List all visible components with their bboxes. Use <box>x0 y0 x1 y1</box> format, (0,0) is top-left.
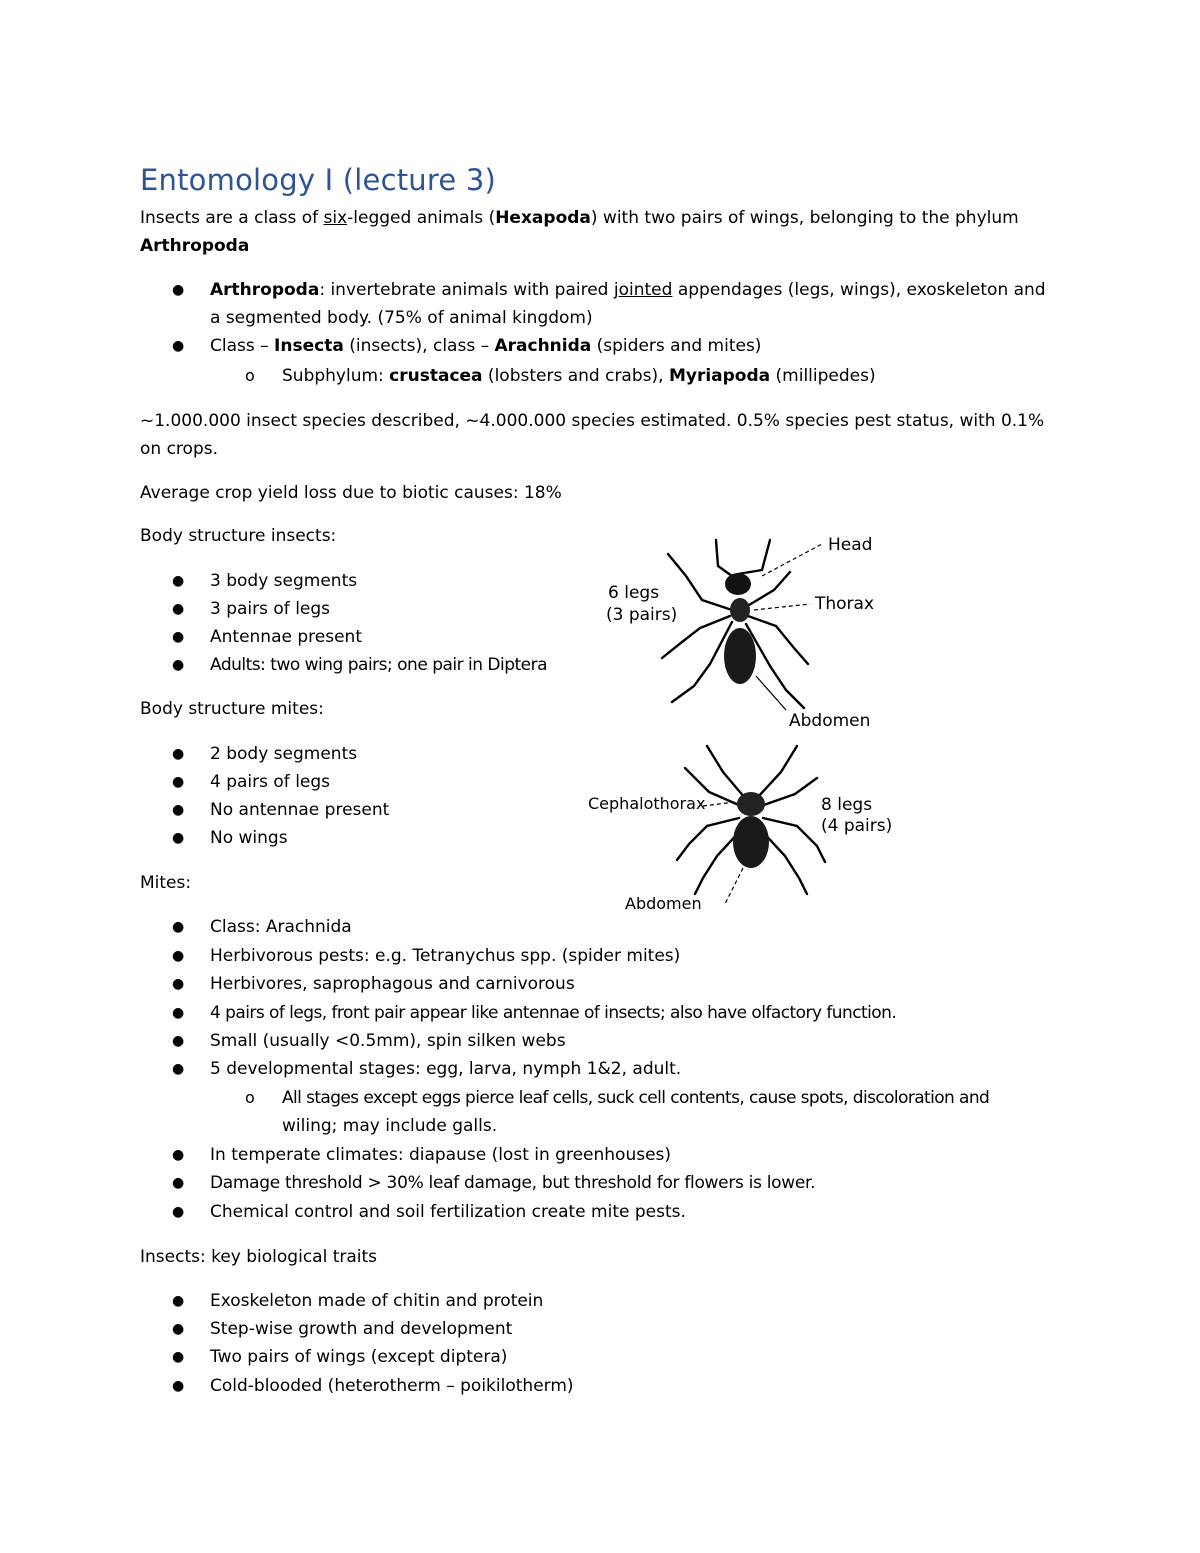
list-item: 5 developmental stages: egg, larva, nymph 1&2, adult. <box>210 1059 682 1079</box>
bullet-symbol: ● <box>172 746 185 762</box>
arthropoda-bullet-line-2: a segmented body. (75% of animal kingdom) <box>210 308 593 328</box>
mites-heading: Body structure mites: <box>140 699 324 719</box>
insect-head-label: Head <box>828 535 873 555</box>
intro-text-1: Insects are a class of <box>140 208 324 228</box>
subphylum-bullet <box>282 362 876 390</box>
list-item: Exoskeleton made of chitin and protein <box>210 1291 544 1311</box>
list-item: Class: Arachnida <box>210 917 352 937</box>
insects-heading: Body structure insects: <box>140 526 337 546</box>
list-item: 3 pairs of legs <box>210 599 331 619</box>
bullet-symbol: ● <box>172 1321 185 1337</box>
bullet-symbol: ● <box>172 573 185 589</box>
species-line-2: on crops. <box>140 439 218 459</box>
bullet-symbol: ● <box>172 629 185 645</box>
class-text-2: (insects), class – <box>343 336 495 356</box>
bullet-symbol: ● <box>172 282 185 298</box>
class-bullet <box>210 332 761 360</box>
insect-pointer-lines <box>754 544 822 710</box>
bullet-symbol: ● <box>172 1147 185 1163</box>
subphylum-text-3: (millipedes) <box>770 366 876 386</box>
traits-heading: Insects: key biological traits <box>140 1247 378 1267</box>
intro-text-3: ) with two pairs of wings, belonging to the phylum <box>590 208 1019 228</box>
mite-cephalothorax-label: Cephalothorax <box>588 794 706 813</box>
mite-abdomen-label: Abdomen <box>625 894 702 913</box>
list-item: 3 body segments <box>210 571 358 591</box>
class-text-3: (spiders and mites) <box>591 336 762 356</box>
list-item: Small (usually <0.5mm), spin silken webs <box>210 1031 566 1051</box>
bullet-symbol: ● <box>172 1033 185 1049</box>
list-item: Step-wise growth and development <box>210 1319 513 1339</box>
insect-legs <box>662 540 808 708</box>
list-item: Adults: two wing pairs; one pair in Diptera <box>210 655 548 675</box>
list-item: Herbivores, saprophagous and carnivorous <box>210 974 575 994</box>
list-item: Two pairs of wings (except diptera) <box>210 1347 508 1367</box>
sub-bullet-symbol: o <box>245 366 255 385</box>
insect-thorax <box>730 598 750 622</box>
species-line-1: ~1.000.000 insect species described, ~4.000.000 species estimated. 0.5% species pest status, with 0.1% <box>140 411 1045 431</box>
intro-line-1 <box>140 204 1019 232</box>
arthropoda-term: Arthropoda <box>210 280 320 300</box>
list-item: Antennae present <box>210 627 362 647</box>
mites-section-heading: Mites: <box>140 873 192 893</box>
intro-text-2: -legged animals ( <box>347 208 496 228</box>
subphylum-text-1: Subphylum: <box>282 366 390 386</box>
subphylum-crustacea: crustacea <box>389 366 483 386</box>
list-item: Damage threshold > 30% leaf damage, but threshold for flowers is lower. <box>210 1173 816 1193</box>
list-item: 4 pairs of legs, front pair appear like antennae of insects; also have olfactory function. <box>210 1003 897 1023</box>
mites-sub-item-line-1: All stages except eggs pierce leaf cells, suck cell contents, cause spots, discoloration and <box>282 1088 990 1108</box>
list-item: Herbivorous pests: e.g. Tetranychus spp. (spider mites) <box>210 946 681 966</box>
insect-legs-label-2: (3 pairs) <box>606 605 678 625</box>
mite-legs-label-2: (4 pairs) <box>821 816 893 836</box>
insect-head <box>725 573 751 595</box>
mite-abdomen <box>733 816 769 868</box>
list-item: 4 pairs of legs <box>210 772 331 792</box>
arthropoda-text-2: appendages (legs, wings), exoskeleton and <box>672 280 1046 300</box>
insect-thorax-label: Thorax <box>815 594 875 614</box>
subphylum-myriapoda: Myriapoda <box>668 366 771 386</box>
class-insecta: Insecta <box>274 336 344 356</box>
mite-legs-label-1: 8 legs <box>821 795 873 815</box>
insect-abdomen <box>724 628 756 684</box>
insect-legs-label-1: 6 legs <box>608 583 660 603</box>
bullet-symbol: ● <box>172 1175 185 1191</box>
bullet-symbol: ● <box>172 774 185 790</box>
class-arachnida: Arachnida <box>494 336 592 356</box>
insect-diagram <box>590 530 890 735</box>
bullet-symbol: ● <box>172 830 185 846</box>
mite-diagram <box>585 738 895 916</box>
bullet-symbol: ● <box>172 1005 185 1021</box>
mites-sub-item-line-2: wiling; may include galls. <box>282 1116 498 1136</box>
bullet-symbol: ● <box>172 1061 185 1077</box>
intro-hexapoda: Hexapoda <box>495 208 591 228</box>
bullet-symbol: ● <box>172 1378 185 1394</box>
subphylum-text-2: (lobsters and crabs), <box>482 366 669 386</box>
bullet-symbol: ● <box>172 976 185 992</box>
page-title: Entomology I (lecture 3) <box>140 163 496 197</box>
bullet-symbol: ● <box>172 601 185 617</box>
sub-bullet-symbol: o <box>245 1088 255 1107</box>
list-item: No wings <box>210 828 288 848</box>
bullet-symbol: ● <box>172 1293 185 1309</box>
intro-six: six <box>323 208 348 228</box>
mite-cephalothorax <box>737 792 765 816</box>
bullet-symbol: ● <box>172 1204 185 1220</box>
arthropoda-jointed: jointed <box>613 280 673 300</box>
intro-arthropoda: Arthropoda <box>140 236 250 256</box>
bullet-symbol: ● <box>172 919 185 935</box>
bullet-symbol: ● <box>172 338 185 354</box>
list-item: Cold-blooded (heterotherm – poikilotherm) <box>210 1376 574 1396</box>
class-text-1: Class – <box>210 336 275 356</box>
list-item: 2 body segments <box>210 744 358 764</box>
crop-loss: Average crop yield loss due to biotic causes: 18% <box>140 483 562 503</box>
bullet-symbol: ● <box>172 657 185 673</box>
list-item: Chemical control and soil fertilization create mite pests. <box>210 1202 686 1222</box>
arthropoda-text-1: : invertebrate animals with paired <box>319 280 614 300</box>
insect-abdomen-label: Abdomen <box>789 711 871 731</box>
bullet-symbol: ● <box>172 948 185 964</box>
list-item: No antennae present <box>210 800 390 820</box>
arthropoda-bullet-line-1 <box>210 276 1046 304</box>
bullet-symbol: ● <box>172 802 185 818</box>
bullet-symbol: ● <box>172 1349 185 1365</box>
list-item: In temperate climates: diapause (lost in greenhouses) <box>210 1145 672 1165</box>
